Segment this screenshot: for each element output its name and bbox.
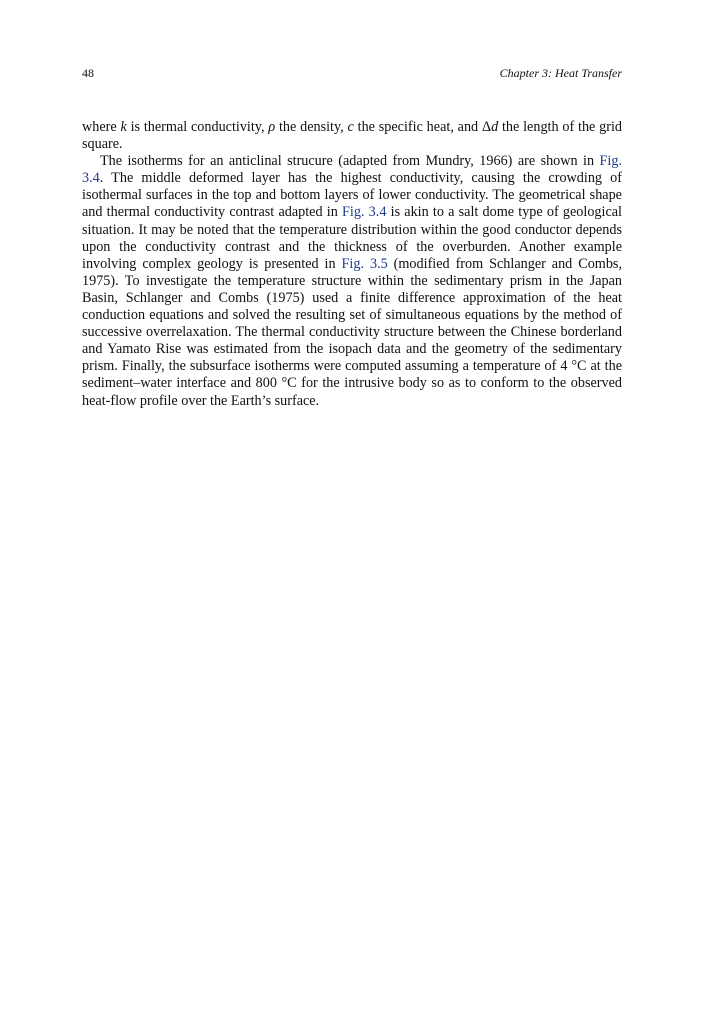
running-head: Chapter 3: Heat Transfer: [499, 66, 622, 80]
p1-text-2: is thermal conductivity,: [126, 119, 269, 135]
p2-text-3: is akin to a salt dome type of geological situation. It may be noted that the temperature distribution within the good conductor depends upon the conductivity contrast and the thickness of the overburden. Another example involving complex geology is presented in: [82, 204, 622, 272]
p1-text-5: the length of the grid square.: [82, 119, 622, 153]
fig-3-4-link[interactable]: Fig. 3.4: [82, 153, 622, 187]
var-k: k: [120, 119, 127, 135]
var-d: d: [491, 119, 499, 135]
paragraph-1: [82, 119, 622, 153]
p1-text-4: the specific heat, and Δ: [353, 119, 492, 135]
p1-text-3: the density,: [275, 119, 348, 135]
paragraph-2: [82, 153, 622, 409]
p2-text-1: The isotherms for an anticlinal strucure (adapted from Mundry, 1966) are shown in: [100, 153, 600, 170]
fig-3-5-link[interactable]: Fig. 3.5: [341, 255, 388, 272]
fig-3-4-link-2[interactable]: Fig. 3.4: [342, 204, 387, 221]
p2-text-4: (modified from Schlanger and Combs, 1975). To investigate the temperature structure within the sedimentary prism in the Japan Basin, Schlanger and Combs (1975) used a finite difference approximation of the heat conduction equations and solved the resulting set of simultaneous equations by the method of successive overrelaxation. The thermal conductivity structure between the Chinese borderland and Yamato Rise was estimated from the isopach data and the geometry of the sedimentary prism. Finally, the subsurface isotherms were computed assuming a temperature of 4 °C at the sediment–water interface and 800 °C for the intrusive body so as to conform to the observed heat-flow profile over the Earth’s surface.: [82, 255, 622, 409]
p1-text-1: where: [82, 119, 121, 135]
var-rho: ρ: [268, 119, 276, 135]
body-text: [82, 119, 622, 410]
p2-text-2: . The middle deformed layer has the highest conductivity, causing the crowding of isothermal surfaces in the top and bottom layers of lower conductivity. The geometrical shape and thermal conductivity contrast adapted in: [82, 170, 622, 221]
page-number: 48: [82, 66, 94, 80]
var-c: c: [347, 119, 354, 135]
